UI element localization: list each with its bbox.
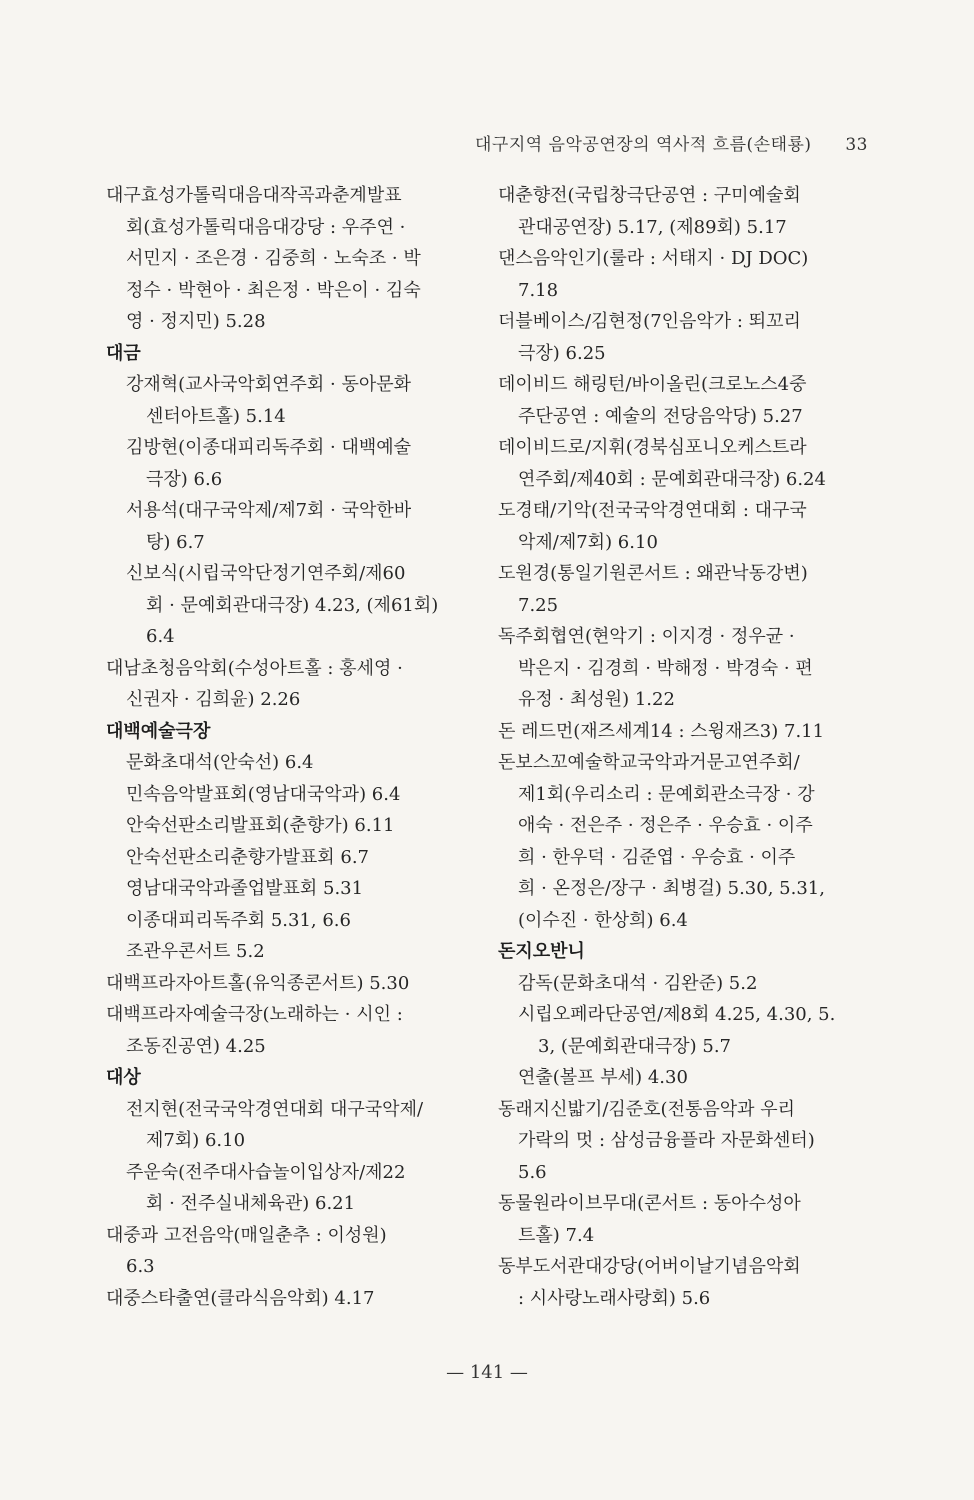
entry-line: 정수 · 박현아 · 최은정 · 박은이 · 김숙	[126, 279, 421, 301]
index-heading	[106, 716, 476, 748]
index-subentry	[106, 905, 476, 937]
entry-line: 민속음악발표회(영남대국악과) 6.4	[126, 783, 401, 805]
entry-line: 회 · 전주실내체육관) 6.21	[146, 1193, 356, 1214]
entry-line: 안숙선판소리춘향가발표회 6.7	[126, 846, 370, 868]
entry-line: 돈지오반니	[498, 941, 585, 962]
index-entry	[498, 1094, 868, 1189]
index-subentry	[106, 873, 476, 905]
entry-line: 대남초청음악회(수성아트홀 : 홍세영 ·	[106, 657, 403, 679]
entry-line: 탕) 6.7	[146, 531, 205, 553]
entry-line: 트홀) 7.4	[518, 1224, 595, 1246]
entry-line: 회 · 문예회관대극장) 4.23, (제61회)	[146, 594, 439, 616]
index-subentry	[106, 936, 476, 968]
index-subentry	[498, 968, 868, 1000]
index-entry	[106, 999, 476, 1062]
entry-line: 서용석(대구국악제/제7회 · 국악한바	[126, 500, 412, 521]
entry-line: 도경태/기악(전국국악경연대회 : 대구국	[498, 500, 807, 521]
entry-line: 대중스타출연(클라식음악회) 4.17	[106, 1287, 375, 1309]
index-subentry	[106, 1094, 476, 1157]
entry-line: 데이비드 해링턴/바이올린(크로노스4중	[498, 374, 807, 395]
entry-line: 더블베이스/김현정(7인음악가 : 뙤꼬리	[498, 311, 801, 332]
entry-line: 데이비드로/지휘(경북심포니오케스트라	[498, 437, 807, 458]
index-entry	[498, 558, 868, 621]
entry-line: (이수진 · 한상희) 6.4	[518, 909, 688, 931]
index-heading	[106, 338, 476, 370]
entry-line: 강재혁(교사국악회연주회 · 동아문화	[126, 374, 412, 395]
entry-line: 전지현(전국국악경연대회 대구국악제/	[126, 1098, 424, 1120]
entry-line: 희 · 온정은/장구 · 최병걸) 5.30, 5.31,	[518, 878, 825, 899]
entry-line: 문화초대석(안숙선) 6.4	[126, 752, 314, 773]
entry-line: 안숙선판소리발표회(춘향가) 6.11	[126, 815, 395, 836]
index-entry	[106, 1283, 476, 1315]
entry-line: 주운숙(전주대사습놀이입상자/제22	[126, 1161, 406, 1183]
entry-line: 돈보스꼬예술학교국악과거문고연주회/	[498, 752, 800, 773]
index-entry	[106, 180, 476, 338]
index-entry	[498, 621, 868, 716]
header-page-number: 33	[845, 135, 868, 155]
index-entry	[498, 716, 868, 748]
entry-line: 영 · 정지민) 5.28	[126, 311, 266, 332]
entry-line: 연출(볼프 부세) 4.30	[518, 1067, 688, 1088]
entry-line: 동래지신밟기/김준호(전통음악과 우리	[498, 1098, 796, 1120]
index-subentry	[106, 842, 476, 874]
index-entry	[498, 180, 868, 243]
entry-line: 6.4	[146, 626, 175, 647]
entry-line: 대춘향전(국립창극단공연 : 구미예술회	[498, 185, 801, 206]
entry-line: 동부도서관대강당(어버이날기념음악회	[498, 1256, 801, 1277]
index-subentry	[106, 747, 476, 779]
index-subentry	[106, 369, 476, 432]
entry-line: 6.3	[126, 1256, 155, 1277]
index-entry	[498, 369, 868, 432]
entry-line: 신보식(시립국악단정기연주회/제60	[126, 563, 406, 584]
index-entry	[498, 1251, 868, 1314]
entry-line: 극장) 6.6	[146, 468, 223, 490]
index-subentry	[498, 1062, 868, 1094]
index-entry	[106, 653, 476, 716]
entry-line: 김방현(이종대피리독주회 · 대백예술	[126, 437, 412, 458]
entry-line: 동물원라이브무대(콘서트 : 동아수성아	[498, 1193, 801, 1214]
entry-line: 센터아트홀) 5.14	[146, 405, 286, 427]
index-entry	[498, 747, 868, 936]
entry-line: 영남대국악과졸업발표회 5.31	[126, 878, 364, 899]
entry-line: 관대공연장) 5.17, (제89회) 5.17	[518, 216, 787, 238]
index-entry	[106, 968, 476, 1000]
index-column-left	[106, 180, 476, 1314]
entry-line: 5.6	[518, 1161, 547, 1183]
entry-line: 도원경(통일기원콘서트 : 왜관낙동강변)	[498, 563, 808, 584]
entry-line: 대중과 고전음악(매일춘추 : 이성원)	[106, 1224, 387, 1246]
index-heading	[106, 1062, 476, 1094]
index-subentry	[106, 810, 476, 842]
running-header	[475, 130, 868, 155]
entry-line: 가락의 멋 : 삼성금융플라 자문화센터)	[518, 1130, 815, 1151]
entry-line: 시립오페라단공연/제8회 4.25, 4.30, 5.	[518, 1004, 836, 1025]
index-heading	[498, 936, 868, 968]
entry-line: 극장) 6.25	[518, 342, 606, 364]
index-subentry	[106, 1157, 476, 1220]
index-subentry	[106, 558, 476, 653]
entry-line: 악제/제7회) 6.10	[518, 531, 658, 553]
entry-line: 대백프라자예술극장(노래하는 · 시인 :	[106, 1004, 403, 1025]
index-column-right	[498, 180, 868, 1314]
entry-line: 3, (문예회관대극장) 5.7	[538, 1035, 732, 1057]
running-title: 대구지역 음악공연장의 역사적 흐름(손태룡)	[474, 135, 812, 155]
index-entry	[498, 432, 868, 495]
entry-line: 박은지 · 김경희 · 박해정 · 박경숙 · 편	[518, 657, 813, 679]
entry-line: 대백예술극장	[106, 720, 211, 742]
entry-line: 돈 레드먼(재즈세계14 : 스윙재즈3) 7.11	[498, 720, 825, 742]
entry-line: 대금	[106, 342, 141, 364]
entry-line: 주단공연 : 예술의 전당음악당) 5.27	[518, 405, 803, 427]
index-subentry	[106, 495, 476, 558]
index-subentry	[498, 999, 868, 1062]
entry-line: 독주회협연(현악기 : 이지경 · 정우균 ·	[498, 626, 795, 647]
index-subentry	[106, 779, 476, 811]
entry-line: 회(효성가톨릭대음대강당 : 우주연 ·	[126, 216, 406, 238]
entry-line: 7.25	[518, 594, 559, 616]
entry-line: 서민지 · 조은경 · 김중희 · 노숙조 · 박	[126, 248, 421, 269]
entry-line: 희 · 한우덕 · 김준엽 · 우승효 · 이주	[518, 846, 796, 868]
entry-line: 연주회/제40회 : 문예회관대극장) 6.24	[518, 468, 826, 490]
entry-line: 이종대피리독주회 5.31, 6.6	[126, 909, 351, 931]
index-entry	[498, 1188, 868, 1251]
entry-line: 댄스음악인기(룰라 : 서태지 · DJ DOC)	[498, 248, 809, 269]
entry-line: 조관우콘서트 5.2	[126, 941, 265, 962]
entry-line: 제1회(우리소리 : 문예회관소극장 · 강	[518, 783, 815, 805]
index-subentry	[106, 432, 476, 495]
index-entry	[106, 1220, 476, 1283]
entry-line: 대구효성가톨릭대음대작곡과춘계발표	[106, 185, 402, 206]
entry-line: 신권자 · 김희윤) 2.26	[126, 689, 301, 710]
index-entry	[498, 243, 868, 306]
entry-line: : 시사랑노래사랑회) 5.6	[518, 1287, 711, 1309]
entry-line: 대상	[106, 1067, 141, 1088]
entry-line: 대백프라자아트홀(유익종콘서트) 5.30	[106, 972, 410, 994]
entry-line: 감독(문화초대석 · 김완준) 5.2	[518, 972, 758, 994]
entry-line: 유정 · 최성원) 1.22	[518, 689, 675, 710]
entry-line: 애숙 · 전은주 · 정은주 · 우승효 · 이주	[518, 815, 813, 836]
entry-line: 제7회) 6.10	[146, 1130, 246, 1151]
page-number-footer: — 141 —	[446, 1362, 528, 1383]
index-entry	[498, 306, 868, 369]
entry-line: 조동진공연) 4.25	[126, 1035, 266, 1057]
entry-line: 7.18	[518, 279, 559, 301]
index-entry	[498, 495, 868, 558]
